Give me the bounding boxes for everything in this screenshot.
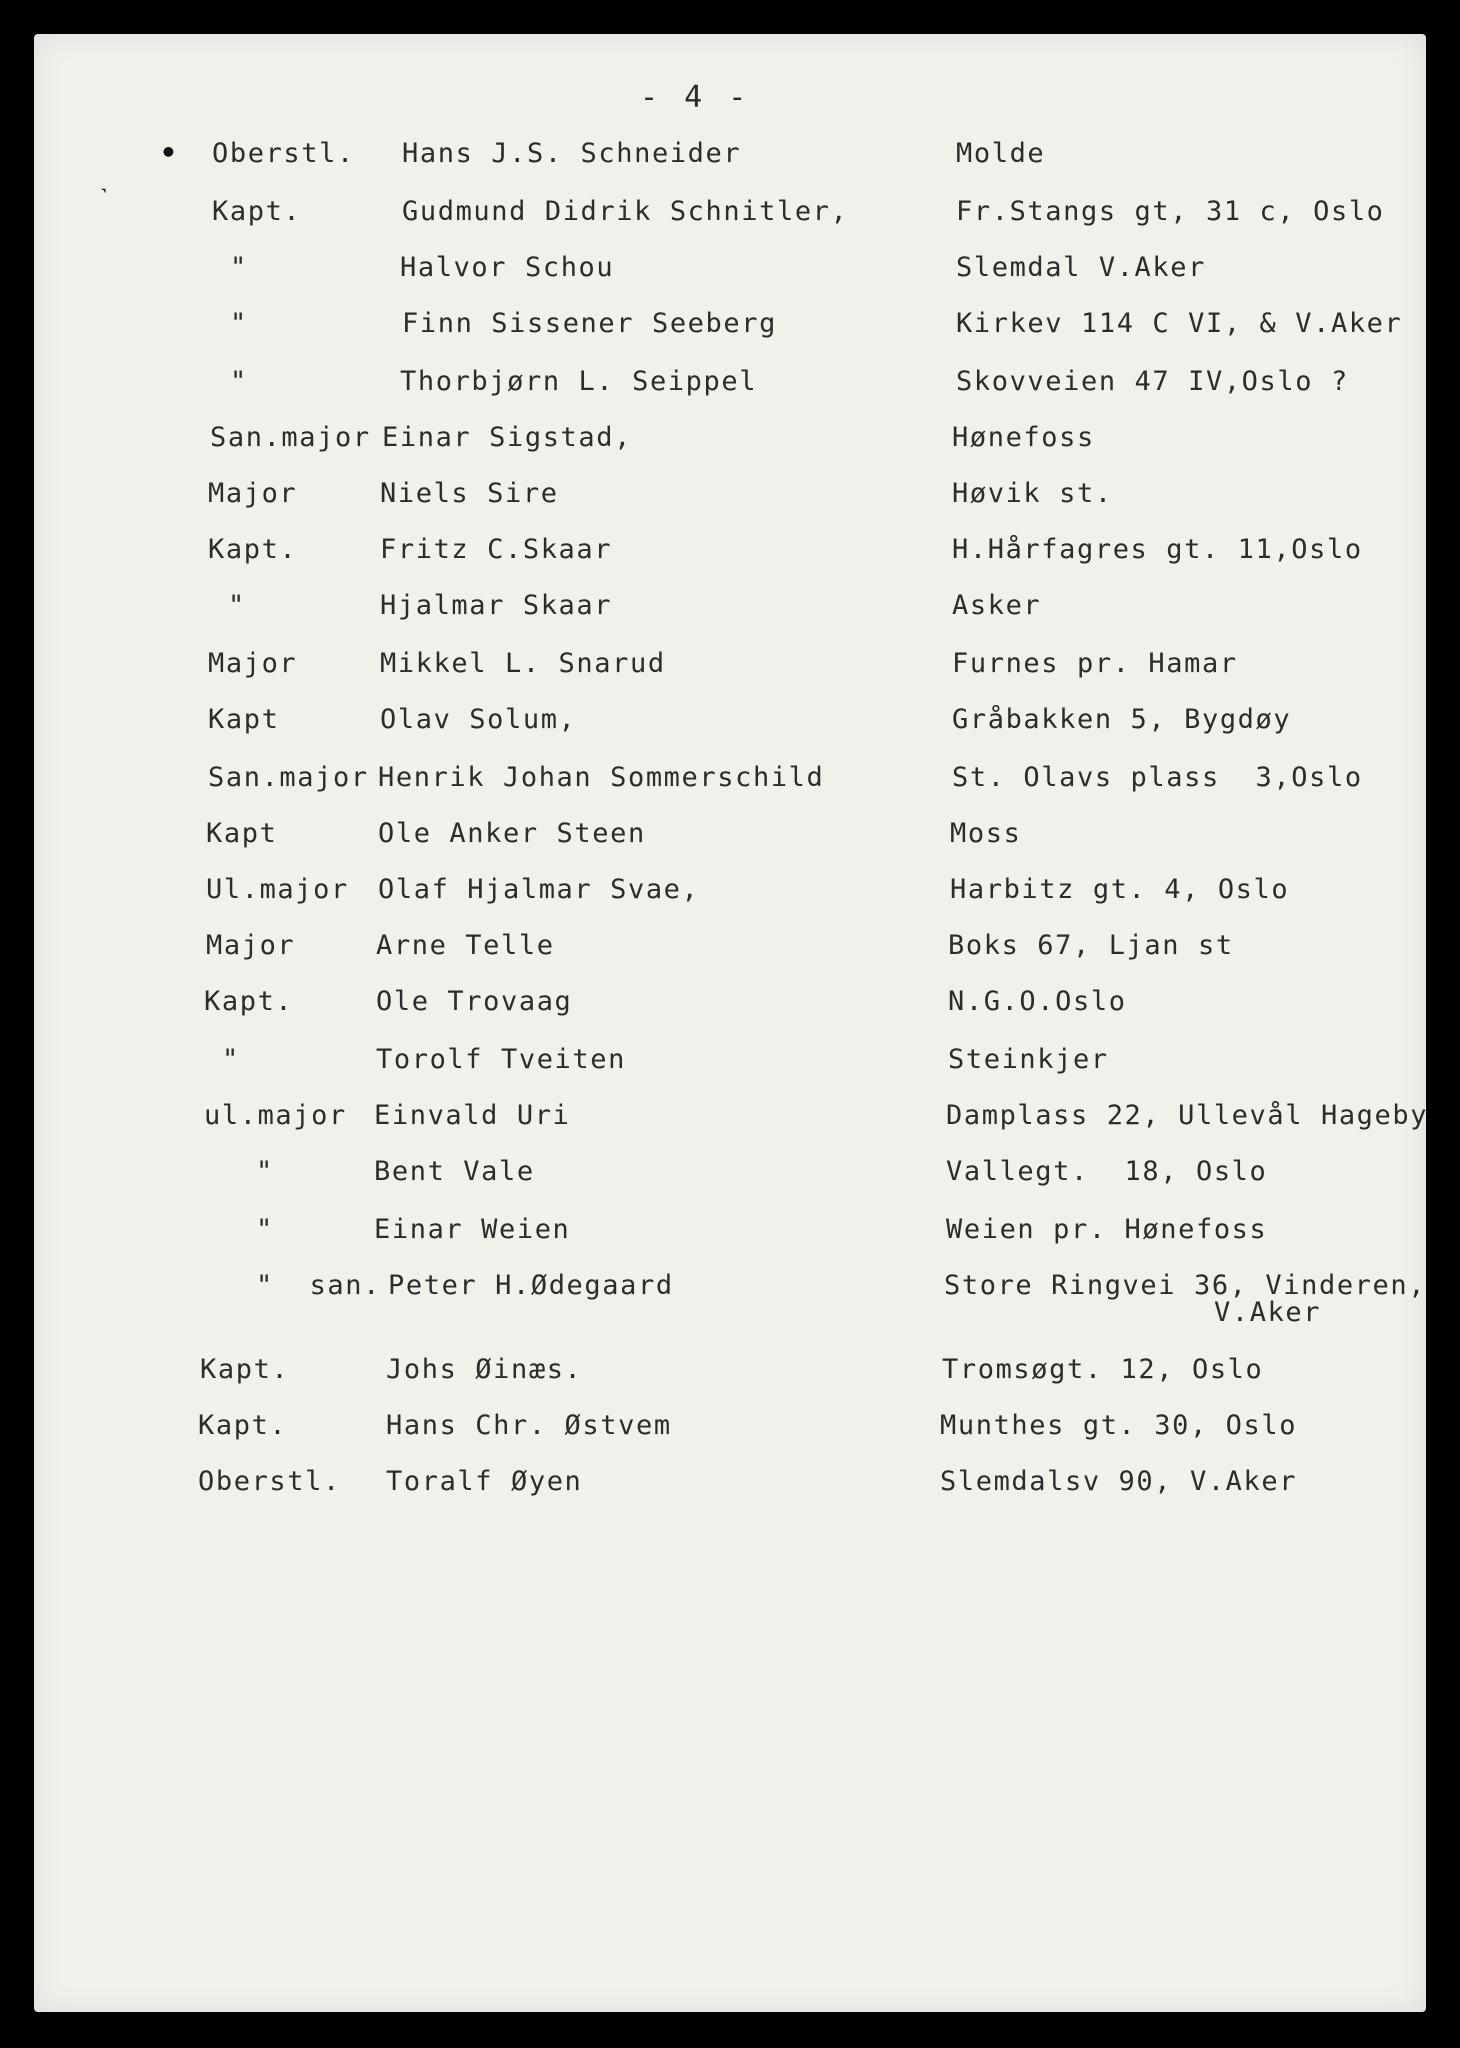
officer-entry <box>0 704 1460 744</box>
address-line: Damplass 22, Ullevål Hageby <box>946 1100 1429 1131</box>
officer-address <box>948 930 1234 961</box>
officer-address <box>950 874 1289 905</box>
officer-address <box>948 986 1127 1017</box>
officer-name: Hans J.S. Schneider <box>402 138 742 169</box>
officer-rank: Major <box>208 478 298 509</box>
officer-name: Mikkel L. Snarud <box>380 648 666 679</box>
officer-rank: " san. <box>256 1270 381 1301</box>
officer-name: Johs Øinæs. <box>386 1354 583 1385</box>
address-line: Skovveien 47 IV,Oslo ? <box>956 366 1349 397</box>
officer-entry <box>0 196 1460 236</box>
officer-name: Thorbjørn L. Seippel <box>400 366 758 397</box>
officer-entry <box>0 818 1460 858</box>
officer-rank: " <box>230 308 248 339</box>
officer-entry <box>0 1270 1460 1328</box>
address-line: N.G.O.Oslo <box>948 986 1127 1017</box>
officer-address <box>952 478 1113 509</box>
officer-rank: Major <box>208 648 298 679</box>
officer-rank: Kapt. <box>198 1410 288 1441</box>
address-line: Hønefoss <box>952 422 1095 453</box>
officer-entry <box>0 1100 1460 1140</box>
officer-address <box>956 196 1385 227</box>
officer-name: Olaf Hjalmar Svae, <box>378 874 700 905</box>
officer-name: Gudmund Didrik Schnitler, <box>402 196 849 227</box>
officer-address <box>942 1354 1263 1385</box>
officer-address <box>956 308 1402 339</box>
address-line: Slemdal V.Aker <box>956 252 1206 283</box>
address-line: Boks 67, Ljan st <box>948 930 1234 961</box>
officer-address <box>944 1270 1426 1328</box>
officer-name: Finn Sissener Seeberg <box>402 308 777 339</box>
officer-name: Halvor Schou <box>400 252 615 283</box>
officer-address <box>940 1466 1297 1497</box>
officer-name: Hans Chr. Østvem <box>386 1410 672 1441</box>
officer-address <box>946 1214 1267 1245</box>
address-line: Gråbakken 5, Bygdøy <box>952 704 1292 735</box>
officer-rank: Kapt <box>206 818 278 849</box>
officer-rank: Ul.major <box>206 874 349 905</box>
officer-entry <box>0 252 1460 292</box>
officer-entry <box>0 1410 1460 1450</box>
officer-rank: ul.major <box>204 1100 347 1131</box>
officer-entry <box>0 308 1460 348</box>
officer-name: Niels Sire <box>380 478 559 509</box>
officer-address <box>952 590 1041 621</box>
address-line: Munthes gt. 30, Oslo <box>940 1410 1298 1441</box>
officer-rank: Kapt. <box>212 196 302 227</box>
officer-rank: Kapt. <box>204 986 294 1017</box>
address-line: Vallegt. 18, Oslo <box>946 1156 1268 1187</box>
address-line: Kirkev 114 C VI, & V.Aker <box>956 308 1403 339</box>
officer-address <box>952 422 1095 453</box>
address-line: Asker <box>952 590 1042 621</box>
officer-entry <box>0 986 1460 1026</box>
officer-rank: " <box>222 1044 240 1075</box>
officer-rank: " <box>230 252 248 283</box>
officer-entry <box>0 366 1460 406</box>
margin-bullet-mark: • <box>160 136 177 169</box>
address-line: Harbitz gt. 4, Oslo <box>950 874 1290 905</box>
officer-entry <box>0 1354 1460 1394</box>
address-line: Store Ringvei 36, Vinderen, <box>944 1270 1427 1301</box>
officer-entry <box>0 762 1460 802</box>
officer-entry <box>0 534 1460 574</box>
officer-entry <box>0 1044 1460 1084</box>
address-line: Slemdalsv 90, V.Aker <box>940 1466 1298 1497</box>
address-line: Fr.Stangs gt, 31 c, Oslo <box>956 196 1385 227</box>
officer-rank: " <box>228 590 246 621</box>
address-line: H.Hårfagres gt. 11,Oslo <box>952 534 1363 565</box>
officer-address <box>952 762 1363 793</box>
officer-name: Peter H.Ødegaard <box>388 1270 674 1301</box>
officer-name: Einvald Uri <box>374 1100 571 1131</box>
page-number: - 4 - <box>640 80 751 115</box>
officer-address <box>950 818 1021 849</box>
officer-name: Einar Sigstad, <box>382 422 632 453</box>
officer-address <box>946 1100 1428 1131</box>
officer-rank: Oberstl. <box>212 138 355 169</box>
officer-address <box>952 704 1291 735</box>
officer-rank: " <box>256 1156 274 1187</box>
address-line: Steinkjer <box>948 1044 1109 1075</box>
address-line: Høvik st. <box>952 478 1113 509</box>
margin-tick-mark: ˺ <box>100 186 114 211</box>
officer-address <box>956 138 1045 169</box>
officer-name: Bent Vale <box>374 1156 535 1187</box>
officer-name: Olav Solum, <box>380 704 577 735</box>
officer-address <box>952 648 1238 679</box>
officer-name: Toralf Øyen <box>386 1466 583 1497</box>
officer-rank: Kapt. <box>208 534 298 565</box>
address-line: V.Aker <box>1214 1297 1322 1328</box>
officer-name: Einar Weien <box>374 1214 571 1245</box>
officer-rank: Oberstl. <box>198 1466 341 1497</box>
officer-name: Ole Anker Steen <box>378 818 646 849</box>
officer-name: Fritz C.Skaar <box>380 534 613 565</box>
officer-address <box>946 1156 1267 1187</box>
officer-entry <box>0 648 1460 688</box>
officer-rank: Kapt <box>208 704 280 735</box>
officer-entry <box>0 138 1460 178</box>
officer-entry <box>0 874 1460 914</box>
officer-rank: Kapt. <box>200 1354 290 1385</box>
address-line: Tromsøgt. 12, Oslo <box>942 1354 1264 1385</box>
officer-entry <box>0 930 1460 970</box>
address-line: Furnes pr. Hamar <box>952 648 1238 679</box>
officer-address <box>940 1410 1297 1441</box>
officer-entry <box>0 1156 1460 1196</box>
officer-entry <box>0 422 1460 462</box>
officer-entry <box>0 478 1460 518</box>
officer-rank: " <box>230 366 248 397</box>
officer-rank: San.major <box>208 762 369 793</box>
officer-name: Ole Trovaag <box>376 986 573 1017</box>
officer-entry <box>0 1214 1460 1254</box>
officer-name: Arne Telle <box>376 930 555 961</box>
address-line: Weien pr. Hønefoss <box>946 1214 1268 1245</box>
officer-entry <box>0 590 1460 630</box>
address-line: Molde <box>956 138 1046 169</box>
officer-address <box>952 534 1363 565</box>
officer-entry <box>0 1466 1460 1506</box>
officer-address <box>948 1044 1109 1075</box>
address-line: St. Olavs plass 3,Oslo <box>952 762 1363 793</box>
officer-rank: San.major <box>210 422 371 453</box>
officer-name: Torolf Tveiten <box>376 1044 626 1075</box>
officer-rank: Major <box>206 930 296 961</box>
officer-address <box>956 366 1349 397</box>
officer-address <box>956 252 1206 283</box>
officer-name: Hjalmar Skaar <box>380 590 613 621</box>
officer-name: Henrik Johan Sommerschild <box>378 762 825 793</box>
address-line: Moss <box>950 818 1022 849</box>
officer-rank: " <box>256 1214 274 1245</box>
